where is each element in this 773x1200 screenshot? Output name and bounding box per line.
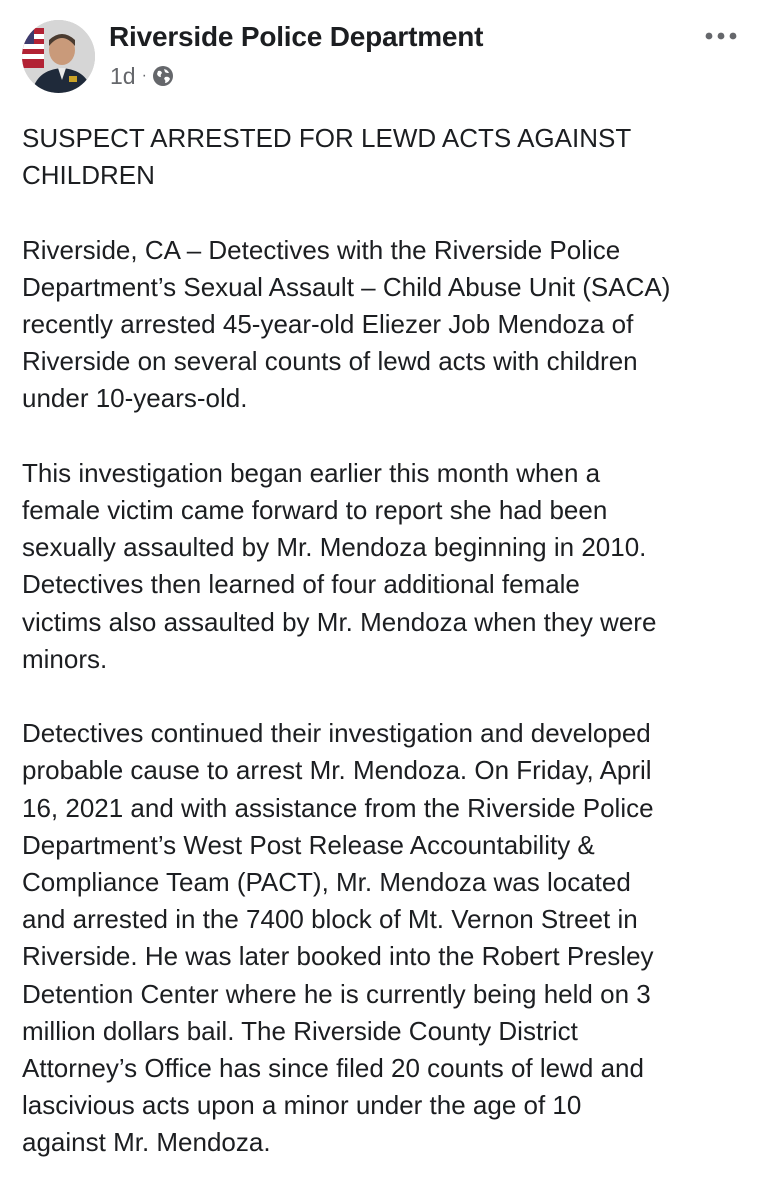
post-paragraph: Riverside, CA – Detectives with the Riverside Police Department’s Sexual Assault – Child Abuse Unit (SACA) recently arrested 45-year-old Eliezer Job Mendoza of Riverside on several counts of lewd acts with children under 10-years-old.: [22, 234, 671, 414]
post-headline: SUSPECT ARRESTED FOR LEWD ACTS AGAINST CHILDREN: [22, 123, 632, 191]
post-header: [0, 0, 773, 110]
post-paragraph: This investigation began earlier this month when a female victim came forward to report she had been sexually assaulted by Mr. Mendoza beginning in 2010. Detectives then learned of four additional female victims also assaulted by Mr. Mendoza when they were minors.: [22, 457, 657, 674]
globe-icon[interactable]: [152, 65, 174, 87]
post-meta: [110, 62, 174, 90]
page-name-link[interactable]: Riverside Police Department: [109, 21, 484, 52]
post-body: [22, 120, 752, 1162]
more-options-icon: [704, 31, 738, 41]
more-options-button[interactable]: [698, 20, 744, 52]
post-paragraph: Detectives continued their investigation and developed probable cause to arrest Mr. Mendoza. On Friday, April 16, 2021 and with assistance from the Riverside Police Department’s West Post Release Accountability & Compliance Team (PACT), Mr. Mendoza was located and arrested in the 7400 block of Mt. Vernon Street in Riverside. He was later booked into the Robert Presley Detention Center where he is currently being held on 3 million dollars bail. The Riverside County District Attorney’s Office has since filed 20 counts of lewd and lascivious acts upon a minor under the age of 10 against Mr. Mendoza.: [22, 718, 654, 1158]
meta-separator: ·: [141, 67, 147, 84]
page-avatar[interactable]: [22, 20, 95, 93]
profile-photo-icon: [22, 20, 95, 93]
post-timestamp[interactable]: 1d: [110, 62, 136, 89]
